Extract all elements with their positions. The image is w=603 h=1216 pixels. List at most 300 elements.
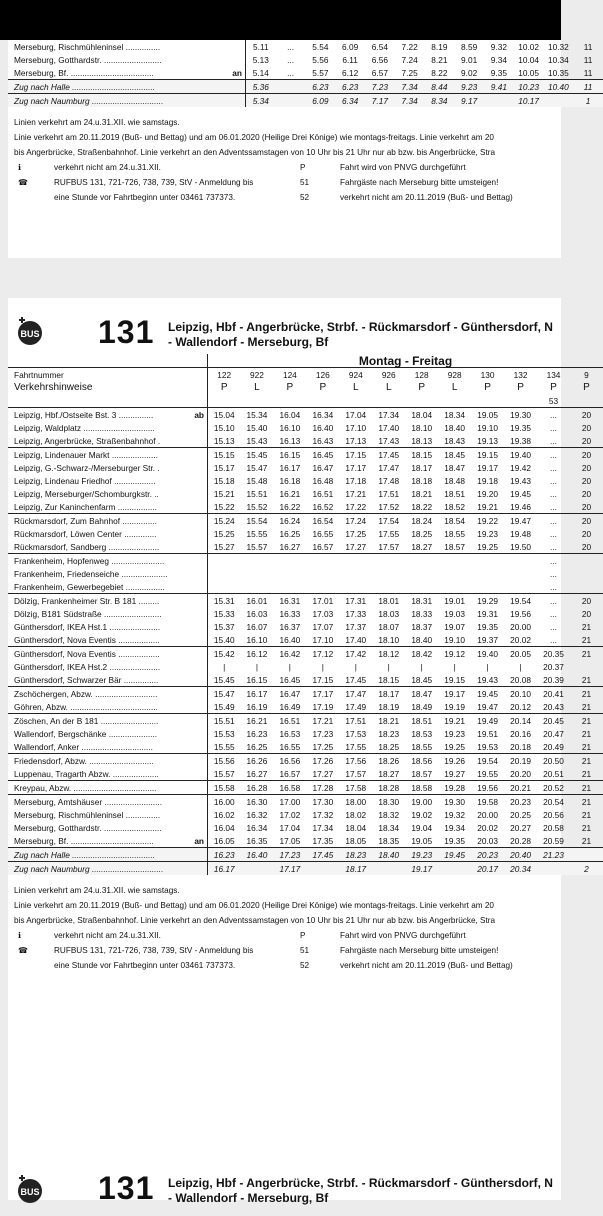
time-cell: 17.18 bbox=[339, 474, 372, 487]
legend-text: eine Stunde vor Fahrtbeginn unter 03461 737373. bbox=[54, 958, 235, 973]
time-cell: 20.23 bbox=[471, 848, 504, 862]
time-cell: 16.42 bbox=[273, 647, 306, 661]
notes-code: P bbox=[570, 381, 603, 394]
time-cell: 15.25 bbox=[208, 527, 241, 540]
spacer bbox=[185, 394, 208, 408]
time-cell: 18.26 bbox=[372, 754, 405, 768]
time-cell: ... bbox=[537, 620, 570, 633]
time-cell: 21 bbox=[570, 808, 603, 821]
time-cell: 20.08 bbox=[504, 673, 537, 687]
stop-name: Luppenau, Tragarth Abzw. .................... bbox=[8, 767, 185, 781]
line-number: 131 bbox=[98, 1170, 154, 1207]
time-cell: 19.42 bbox=[504, 461, 537, 474]
arrival-departure-marker bbox=[185, 474, 208, 487]
time-cell: 19.01 bbox=[438, 594, 471, 608]
bus-logo-icon bbox=[16, 318, 44, 346]
legend-text: RUFBUS 131, 721-726, 738, 739, StV - Anmeldung bis bbox=[54, 943, 253, 958]
notes-code: L bbox=[438, 381, 471, 394]
time-cell: 18.35 bbox=[372, 834, 405, 848]
time-cell: 17.45 bbox=[372, 448, 405, 462]
stop-name: Leipzig, Merseburger/Schomburgkstr. .. bbox=[8, 487, 185, 500]
time-cell: 6.09 bbox=[335, 40, 365, 53]
time-cell: 6.23 bbox=[305, 80, 335, 94]
table-row bbox=[8, 808, 603, 821]
time-cell: 6.11 bbox=[335, 53, 365, 66]
time-cell: 16.04 bbox=[273, 408, 306, 422]
time-cell: 9.32 bbox=[484, 40, 514, 53]
time-cell: 20.37 bbox=[537, 660, 570, 673]
time-cell: 16.00 bbox=[208, 795, 241, 809]
time-cell: 21 bbox=[570, 633, 603, 647]
time-cell bbox=[372, 580, 405, 594]
time-cell: 16.31 bbox=[273, 594, 306, 608]
time-cell: 7.34 bbox=[395, 80, 425, 94]
time-cell bbox=[405, 580, 438, 594]
time-cell: 20.03 bbox=[471, 834, 504, 848]
time-cell: 15.40 bbox=[240, 421, 273, 434]
time-cell bbox=[570, 554, 603, 568]
time-cell: 16.01 bbox=[240, 594, 273, 608]
route-line-1: Leipzig, Hbf - Angerbrücke, Strbf. - Rückmarsdorf - Günthersdorf, N bbox=[168, 320, 553, 335]
time-cell: 18.47 bbox=[438, 461, 471, 474]
time-cell: 17.47 bbox=[372, 461, 405, 474]
time-cell: 11 bbox=[573, 53, 603, 66]
stop-name: Zug nach Naumburg ............................... bbox=[8, 862, 185, 876]
stop-name: Merseburg, Gotthardstr. ......................... bbox=[8, 821, 185, 834]
table-row bbox=[8, 421, 603, 434]
timetable-notes bbox=[8, 883, 561, 928]
stop-name: Merseburg, Bf. .................................... bbox=[8, 834, 185, 848]
time-cell: | bbox=[339, 660, 372, 673]
notes-code bbox=[306, 394, 339, 408]
time-cell: | bbox=[405, 660, 438, 673]
time-cell: 17.00 bbox=[273, 795, 306, 809]
time-cell: 20.34 bbox=[504, 862, 537, 876]
time-cell bbox=[306, 862, 339, 876]
time-cell: 16.15 bbox=[273, 448, 306, 462]
time-cell: 16.10 bbox=[240, 633, 273, 647]
time-cell bbox=[372, 554, 405, 568]
route-line-2: - Wallendorf - Merseburg, Bf bbox=[168, 335, 553, 350]
stop-name: Rückmarsdorf, Zum Bahnhof ............... bbox=[8, 514, 185, 528]
train-connection-row bbox=[8, 848, 603, 862]
time-cell bbox=[438, 567, 471, 580]
time-cell: 17.23 bbox=[306, 727, 339, 740]
table-row bbox=[8, 40, 603, 53]
time-cell: 16.05 bbox=[208, 834, 241, 848]
time-cell: 17.54 bbox=[372, 514, 405, 528]
time-cell: 17.47 bbox=[339, 687, 372, 701]
timetable-header bbox=[8, 298, 561, 354]
legend-row bbox=[8, 943, 561, 958]
time-cell: 19.15 bbox=[471, 448, 504, 462]
arrival-departure-marker bbox=[185, 700, 208, 714]
time-cell: 15.47 bbox=[208, 687, 241, 701]
time-cell: 10.02 bbox=[514, 40, 544, 53]
time-cell: 16.13 bbox=[273, 434, 306, 448]
time-cell: 21 bbox=[570, 781, 603, 795]
time-cell: 17.17 bbox=[306, 687, 339, 701]
arrival-departure-marker bbox=[185, 620, 208, 633]
time-cell: 20 bbox=[570, 527, 603, 540]
time-cell: 21 bbox=[570, 834, 603, 848]
time-cell: 20 bbox=[570, 487, 603, 500]
time-cell: 19.02 bbox=[405, 808, 438, 821]
stop-name: Leipzig, Lindenau Friedhof .................. bbox=[8, 474, 185, 487]
days-row bbox=[8, 354, 603, 368]
time-cell: 19.04 bbox=[405, 821, 438, 834]
time-cell: 20.05 bbox=[504, 647, 537, 661]
time-cell: 20.17 bbox=[471, 862, 504, 876]
time-cell: 16.55 bbox=[306, 527, 339, 540]
time-cell: 20 bbox=[570, 540, 603, 554]
time-cell: 20.41 bbox=[537, 687, 570, 701]
table-row bbox=[8, 53, 603, 66]
time-cell: 20.23 bbox=[504, 795, 537, 809]
time-cell: 16.43 bbox=[306, 434, 339, 448]
time-cell: 10.05 bbox=[514, 66, 544, 80]
note-line: Linien verkehrt am 24.u.31.XII. wie samstags. bbox=[14, 883, 561, 898]
time-cell: 17.32 bbox=[306, 808, 339, 821]
time-cell: 20 bbox=[570, 421, 603, 434]
time-cell: 18.15 bbox=[372, 673, 405, 687]
time-cell: 9.17 bbox=[454, 94, 484, 108]
notes-code: P bbox=[306, 381, 339, 394]
table-row bbox=[8, 754, 603, 768]
table-row bbox=[8, 795, 603, 809]
arrival-departure-marker bbox=[219, 53, 246, 66]
time-cell: 16.40 bbox=[240, 848, 273, 862]
notes-code: 53 bbox=[537, 394, 570, 408]
legend-text: eine Stunde vor Fahrtbeginn unter 03461 737373. bbox=[54, 190, 235, 205]
time-cell: 8.19 bbox=[424, 40, 454, 53]
arrival-departure-marker bbox=[185, 740, 208, 754]
time-cell: 18.00 bbox=[339, 795, 372, 809]
time-cell: 18.37 bbox=[405, 620, 438, 633]
time-cell: 16.51 bbox=[273, 714, 306, 728]
trip-number: 928 bbox=[438, 368, 471, 382]
legend-row bbox=[8, 175, 561, 190]
time-cell bbox=[306, 554, 339, 568]
arrival-departure-marker bbox=[185, 727, 208, 740]
time-cell: 20.43 bbox=[537, 700, 570, 714]
time-cell: 18.34 bbox=[372, 821, 405, 834]
time-cell: 15.18 bbox=[208, 474, 241, 487]
time-cell: 19.20 bbox=[471, 487, 504, 500]
table-row bbox=[8, 514, 603, 528]
time-cell: 16.56 bbox=[273, 754, 306, 768]
time-cell: 19.21 bbox=[438, 714, 471, 728]
timetable-131 bbox=[8, 354, 603, 875]
trip-number: 124 bbox=[273, 368, 306, 382]
time-cell: 16.02 bbox=[208, 808, 241, 821]
time-cell: 8.22 bbox=[424, 66, 454, 80]
table-row bbox=[8, 633, 603, 647]
time-cell: 19.19 bbox=[438, 700, 471, 714]
notes-code bbox=[570, 394, 603, 408]
stop-name: Kreypau, Abzw. .................................... bbox=[8, 781, 185, 795]
time-cell: 20.28 bbox=[504, 834, 537, 848]
time-cell bbox=[276, 94, 306, 108]
time-cell: 20 bbox=[570, 514, 603, 528]
note-line: Linie verkehrt am 20.11.2019 (Buß- und Bettag) und am 06.01.2020 (Heilige Drei Könige) wie montags-freitags. Linie verkehrt am 20 bbox=[14, 898, 561, 913]
time-cell: 17.40 bbox=[339, 633, 372, 647]
time-cell: 5.34 bbox=[245, 94, 275, 108]
time-cell: 16.22 bbox=[273, 500, 306, 514]
time-cell: 19.38 bbox=[504, 434, 537, 448]
table-row bbox=[8, 673, 603, 687]
stop-name: Leipzig, Angerbrücke, Straßenbahnhof . bbox=[8, 434, 185, 448]
time-cell: 17.12 bbox=[306, 647, 339, 661]
time-cell: 18.13 bbox=[405, 434, 438, 448]
time-cell: 19.31 bbox=[471, 607, 504, 620]
time-cell bbox=[339, 567, 372, 580]
legend-text: RUFBUS 131, 721-726, 738, 739, StV - Anmeldung bis bbox=[54, 175, 253, 190]
time-cell: 17.21 bbox=[306, 714, 339, 728]
time-cell: 19.43 bbox=[471, 673, 504, 687]
time-cell: 19.53 bbox=[471, 740, 504, 754]
time-cell: 20.14 bbox=[504, 714, 537, 728]
time-cell: 19.58 bbox=[471, 795, 504, 809]
table-row bbox=[8, 821, 603, 834]
time-cell: 15.13 bbox=[208, 434, 241, 448]
time-cell: 19.28 bbox=[438, 781, 471, 795]
time-cell: 18.02 bbox=[339, 808, 372, 821]
time-cell: 19.10 bbox=[438, 633, 471, 647]
table-row bbox=[8, 834, 603, 848]
stop-name: Günthersdorf, Nova Eventis .................. bbox=[8, 633, 185, 647]
trip-number: 922 bbox=[240, 368, 273, 382]
time-cell: 19.35 bbox=[471, 620, 504, 633]
time-cell: 21 bbox=[570, 727, 603, 740]
stop-name: Leipzig, Zur Kaninchenfarm ................. bbox=[8, 500, 185, 514]
time-cell: 5.36 bbox=[245, 80, 275, 94]
stop-name: Zöschen, An der B 181 ......................... bbox=[8, 714, 185, 728]
time-cell: 17.57 bbox=[372, 540, 405, 554]
time-cell: 11 bbox=[573, 80, 603, 94]
time-cell: ... bbox=[537, 461, 570, 474]
bus-logo-icon bbox=[16, 1176, 44, 1204]
notes-code bbox=[504, 394, 537, 408]
time-cell: 16.03 bbox=[240, 607, 273, 620]
arrival-departure-marker bbox=[185, 660, 208, 673]
time-cell: 18.12 bbox=[372, 647, 405, 661]
table-row bbox=[8, 714, 603, 728]
time-cell: 16.23 bbox=[240, 727, 273, 740]
time-cell: 17.34 bbox=[306, 821, 339, 834]
time-cell: 17.53 bbox=[339, 727, 372, 740]
timetable-previous bbox=[8, 40, 603, 107]
time-cell: 19.50 bbox=[504, 540, 537, 554]
time-cell: 5.57 bbox=[305, 66, 335, 80]
time-cell: | bbox=[504, 660, 537, 673]
time-cell: 19.35 bbox=[438, 834, 471, 848]
time-cell: 19.45 bbox=[471, 687, 504, 701]
time-cell: 6.09 bbox=[305, 94, 335, 108]
time-cell: 15.37 bbox=[208, 620, 241, 633]
time-cell: 16.52 bbox=[306, 500, 339, 514]
time-cell: 11 bbox=[573, 66, 603, 80]
time-cell: 15.45 bbox=[240, 448, 273, 462]
time-cell: 18.24 bbox=[405, 514, 438, 528]
time-cell: 17.45 bbox=[306, 848, 339, 862]
arrival-departure-marker bbox=[219, 80, 246, 94]
stop-name: Merseburg, Amtshäuser ......................... bbox=[8, 795, 185, 809]
time-cell: 16.12 bbox=[240, 647, 273, 661]
time-cell bbox=[438, 580, 471, 594]
time-cell: 15.15 bbox=[208, 448, 241, 462]
legend-code: 51 bbox=[300, 175, 309, 190]
time-cell bbox=[484, 94, 514, 108]
time-cell: 17.02 bbox=[273, 808, 306, 821]
time-cell: 7.34 bbox=[395, 94, 425, 108]
table-row bbox=[8, 66, 603, 80]
time-cell: 6.23 bbox=[335, 80, 365, 94]
time-cell: 16.24 bbox=[273, 514, 306, 528]
time-cell: 17.51 bbox=[339, 714, 372, 728]
time-cell: 17.56 bbox=[339, 754, 372, 768]
time-cell: 15.34 bbox=[240, 408, 273, 422]
time-cell: 21.23 bbox=[537, 848, 570, 862]
table-row bbox=[8, 540, 603, 554]
time-cell: 19.12 bbox=[438, 647, 471, 661]
time-cell: 16.40 bbox=[306, 421, 339, 434]
time-cell: 18.10 bbox=[372, 633, 405, 647]
time-cell bbox=[405, 567, 438, 580]
time-cell: 16.45 bbox=[306, 448, 339, 462]
time-cell: 19.32 bbox=[438, 808, 471, 821]
trip-number: 132 bbox=[504, 368, 537, 382]
spacer bbox=[185, 368, 208, 382]
stop-name: Günthersdorf, Nova Eventis .................. bbox=[8, 647, 185, 661]
time-cell: 17.04 bbox=[273, 821, 306, 834]
time-cell: 15.24 bbox=[208, 514, 241, 528]
time-cell: 16.47 bbox=[273, 687, 306, 701]
route-line-2: - Wallendorf - Merseburg, Bf bbox=[168, 1191, 553, 1206]
time-cell: 19.30 bbox=[504, 408, 537, 422]
time-cell: 19.55 bbox=[471, 767, 504, 781]
time-cell: 18.51 bbox=[438, 487, 471, 500]
time-cell: 17.13 bbox=[339, 434, 372, 448]
notes-code bbox=[438, 394, 471, 408]
timetable-notes bbox=[8, 115, 561, 160]
time-cell: 16.21 bbox=[240, 714, 273, 728]
table-row bbox=[8, 767, 603, 781]
spacer bbox=[8, 394, 185, 408]
time-cell: 18.34 bbox=[438, 408, 471, 422]
time-cell: 17.45 bbox=[339, 673, 372, 687]
notes-code-row bbox=[8, 381, 603, 394]
time-cell: 18.40 bbox=[405, 633, 438, 647]
time-cell: 17.35 bbox=[306, 834, 339, 848]
time-cell: 19.40 bbox=[471, 647, 504, 661]
time-cell: 10.04 bbox=[514, 53, 544, 66]
notes-code: L bbox=[339, 381, 372, 394]
stop-name: Wallendorf, Bergschänke ..................... bbox=[8, 727, 185, 740]
time-cell: ... bbox=[537, 448, 570, 462]
time-cell: 19.17 bbox=[471, 461, 504, 474]
time-cell: 20.58 bbox=[537, 821, 570, 834]
time-cell: 18.42 bbox=[405, 647, 438, 661]
time-cell: 1 bbox=[573, 94, 603, 108]
time-cell bbox=[504, 554, 537, 568]
time-cell: 15.42 bbox=[208, 647, 241, 661]
time-cell bbox=[273, 567, 306, 580]
note-line: bis Angerbrücke, Straßenbahnhof. Linie verkehrt an den Adventssamstagen von 10 Uhr bis 21 Uhr nur ab bzw. bis Angerbrücke, Stra bbox=[14, 913, 561, 928]
time-cell: 19.48 bbox=[504, 527, 537, 540]
time-cell bbox=[240, 567, 273, 580]
time-cell: 17.07 bbox=[306, 620, 339, 633]
table-row bbox=[8, 580, 603, 594]
time-cell: 16.57 bbox=[273, 767, 306, 781]
train-connection-row bbox=[8, 80, 603, 94]
stop-name: Zug nach Halle .................................... bbox=[8, 80, 219, 94]
time-cell bbox=[504, 567, 537, 580]
time-cell: 19.34 bbox=[438, 821, 471, 834]
time-cell: 19.35 bbox=[504, 421, 537, 434]
time-cell: 17.04 bbox=[339, 408, 372, 422]
arrival-departure-marker bbox=[185, 714, 208, 728]
time-cell: 15.04 bbox=[208, 408, 241, 422]
legend-description: Fahrt wird von PNVG durchgeführt bbox=[340, 928, 466, 943]
time-cell: 18.57 bbox=[438, 540, 471, 554]
notes-code bbox=[405, 394, 438, 408]
time-cell: ... bbox=[537, 514, 570, 528]
legend-code: 51 bbox=[300, 943, 309, 958]
arrival-departure-marker bbox=[185, 500, 208, 514]
table-row bbox=[8, 607, 603, 620]
time-cell: 16.04 bbox=[208, 821, 241, 834]
time-cell: 16.49 bbox=[273, 700, 306, 714]
time-cell: 7.23 bbox=[365, 80, 395, 94]
time-cell bbox=[276, 80, 306, 94]
time-cell: ... bbox=[537, 474, 570, 487]
time-cell: 17.17 bbox=[339, 461, 372, 474]
time-cell: ... bbox=[537, 567, 570, 580]
time-cell: 16.35 bbox=[240, 834, 273, 848]
time-cell: 17.25 bbox=[339, 527, 372, 540]
time-cell: 19.45 bbox=[438, 848, 471, 862]
time-cell: ... bbox=[537, 421, 570, 434]
time-cell: 18.21 bbox=[405, 487, 438, 500]
time-cell: ... bbox=[276, 66, 306, 80]
time-cell: 18.40 bbox=[438, 421, 471, 434]
time-cell: 8.21 bbox=[424, 53, 454, 66]
time-cell: 6.34 bbox=[335, 94, 365, 108]
arrival-departure-marker bbox=[185, 421, 208, 434]
arrival-departure-marker bbox=[185, 647, 208, 661]
time-cell: 18.57 bbox=[405, 767, 438, 781]
stop-name: Leipzig, Waldplatz ............................... bbox=[8, 421, 185, 434]
stop-name: Günthersdorf, IKEA Hst.2 ...................... bbox=[8, 660, 185, 673]
time-cell: 20.00 bbox=[504, 620, 537, 633]
time-cell: 16.26 bbox=[240, 754, 273, 768]
time-cell: | bbox=[438, 660, 471, 673]
table-row bbox=[8, 740, 603, 754]
time-cell: 20.54 bbox=[537, 795, 570, 809]
time-cell: 17.19 bbox=[306, 700, 339, 714]
time-cell: 18.47 bbox=[405, 687, 438, 701]
time-cell bbox=[570, 660, 603, 673]
time-cell: 15.57 bbox=[240, 540, 273, 554]
time-cell: 18.07 bbox=[372, 620, 405, 633]
time-cell: 16.34 bbox=[240, 821, 273, 834]
table-row bbox=[8, 500, 603, 514]
stop-name: Leipzig, G.-Schwarz-/Merseburger Str. . bbox=[8, 461, 185, 474]
arrival-departure-marker bbox=[185, 527, 208, 540]
time-cell: 21 bbox=[570, 714, 603, 728]
time-cell: 15.10 bbox=[208, 421, 241, 434]
